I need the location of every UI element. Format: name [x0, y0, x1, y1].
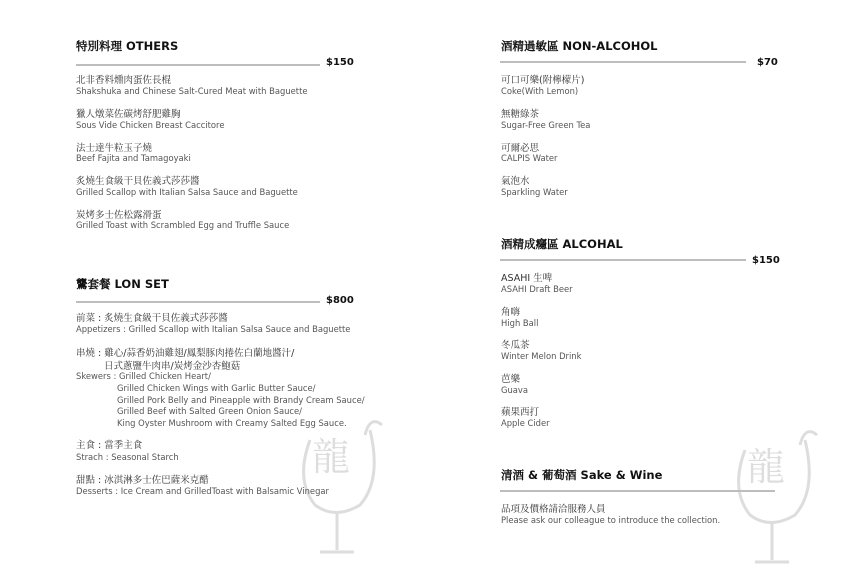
item-en: Sparkling Water [501, 187, 568, 197]
section-title-nonalcohol: 酒精過敏區 NON-ALCOHOL [501, 39, 658, 53]
item-en: Apple Cider [501, 418, 550, 428]
divider [500, 490, 775, 492]
item-cn: 法士達牛粒玉子燒 [76, 143, 153, 154]
item-en: Sugar-Free Green Tea [501, 120, 591, 130]
item-en: CALPIS Water [501, 153, 558, 163]
skewers-cn: 串燒 : 雞心/蒜香奶油雞翅/鳳梨豚肉捲佐白蘭地醬汁/ [76, 348, 295, 359]
item-cn: 可爾必思 [501, 143, 540, 154]
item-cn: 芭樂 [501, 374, 521, 385]
skewers-en: Grilled Beef with Salted Green Onion Sauce/ [117, 406, 303, 416]
item-cn: 角嗨 [501, 307, 521, 318]
item-cn: 獵人燉菜佐碳烤舒肥雞胸 [76, 109, 181, 120]
section-title-lonset: 鸗套餐 LON SET [76, 277, 169, 291]
appetizer-cn: 前菜 : 炙燒生食級干貝佐義式莎莎醬 [76, 313, 228, 324]
item-cn: 炭烤多士佐松露滑蛋 [76, 210, 162, 221]
divider [500, 259, 746, 261]
item-en: High Ball [501, 318, 539, 328]
divider [500, 61, 746, 63]
price-lonset: $800 [326, 295, 354, 306]
price-nonalcohol: $70 [757, 57, 778, 68]
item-cn: 無糖綠茶 [501, 109, 540, 120]
logo-watermark-left [290, 410, 385, 560]
divider [76, 64, 320, 66]
appetizer-en: Appetizers : Grilled Scallop with Italian Salsa Sauce and Baguette [76, 324, 351, 334]
item-en: Sous Vide Chicken Breast Caccitore [76, 120, 225, 130]
sake-note-cn: 品項及價格請洽服務人員 [501, 504, 606, 515]
item-en: Grilled Scallop with Italian Salsa Sauce and Baguette [76, 187, 298, 197]
section-title-alcohol: 酒精成癮區 ALCOHAL [501, 237, 623, 251]
price-others: $150 [326, 57, 354, 68]
item-cn: 氣泡水 [501, 176, 530, 187]
watermark-text: 龍 [747, 445, 786, 489]
item-cn: 炙燒生食級干貝佐義式莎莎醬 [76, 176, 200, 187]
section-title-sake: 清酒 & 葡萄酒 Sake & Wine [501, 468, 663, 482]
item-en: Grilled Toast with Scrambled Egg and Truffle Sauce [76, 220, 290, 230]
skewers-en: Skewers : Grilled Chicken Heart/ [76, 371, 211, 381]
skewers-en: King Oyster Mushroom with Creamy Salted Egg Sauce. [117, 418, 347, 428]
divider [76, 301, 320, 303]
item-en: Beef Fajita and Tamagoyaki [76, 153, 191, 163]
section-title-others: 特別料理 OTHERS [76, 39, 179, 53]
starch-en: Strach : Seasonal Starch [76, 452, 179, 462]
skewers-en: Grilled Pork Belly and Pineapple with Brandy Cream Sauce/ [117, 395, 365, 405]
sake-note-en: Please ask our colleague to introduce the collection. [501, 515, 721, 525]
watermark-text: 龍 [312, 435, 351, 479]
item-cn: 可口可樂(附檸檬片) [501, 75, 585, 86]
item-cn: 北非香料燻肉蛋佐長棍 [76, 75, 172, 86]
dessert-en: Desserts : Ice Cream and GrilledToast with Balsamic Vinegar [76, 486, 329, 496]
skewers-cn: 日式蔥鹽牛肉串/炭烤金沙杏鮑菇 [104, 361, 241, 372]
item-cn: 冬瓜茶 [501, 340, 530, 351]
dessert-cn: 甜點 : 冰淇淋多士佐巴薩米克醋 [76, 475, 209, 486]
skewers-en: Grilled Chicken Wings with Garlic Butter Sauce/ [117, 383, 316, 393]
logo-watermark-right [725, 420, 820, 566]
item-cn: 蘋果西打 [501, 407, 540, 418]
starch-cn: 主食 : 當季主食 [76, 440, 143, 451]
item-en: ASAHI Draft Beer [501, 284, 573, 294]
item-cn: ASAHI 生啤 [501, 273, 553, 284]
item-en: Winter Melon Drink [501, 351, 582, 361]
item-en: Guava [501, 385, 529, 395]
item-en: Shakshuka and Chinese Salt-Cured Meat with Baguette [76, 86, 308, 96]
price-alcohol: $150 [752, 255, 780, 266]
item-en: Coke(With Lemon) [501, 86, 579, 96]
